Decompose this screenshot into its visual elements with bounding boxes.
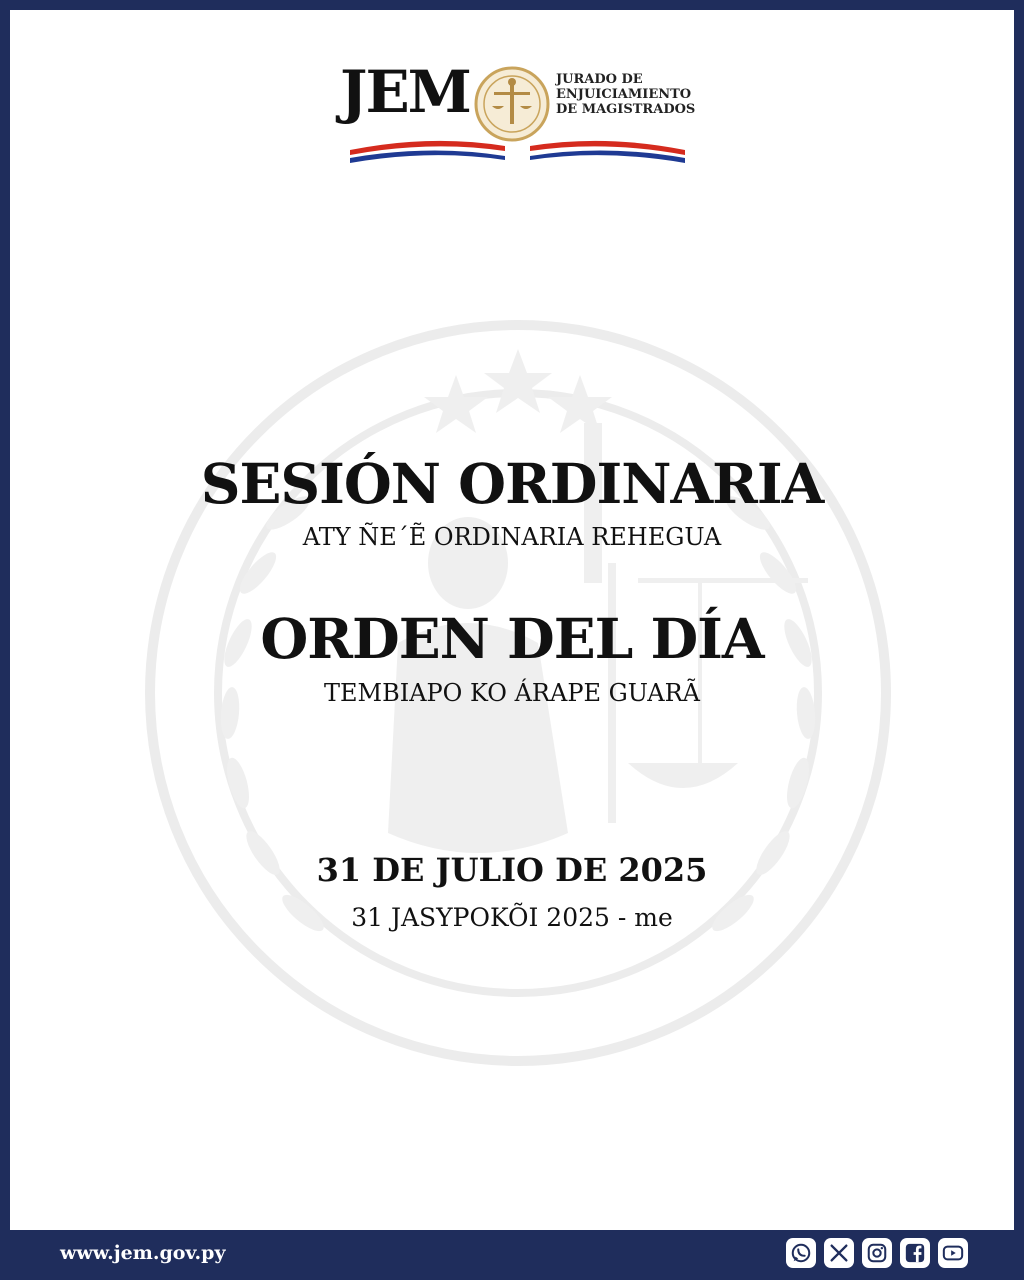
flag-ribbon (340, 132, 690, 172)
x-icon (828, 1242, 850, 1264)
website-link[interactable]: www.jem.gov.py (60, 1242, 226, 1264)
facebook-button[interactable] (900, 1238, 930, 1268)
page-frame (10, 10, 1014, 1230)
social-icons (786, 1238, 968, 1268)
agenda-title: ORDEN DEL DÍA (260, 606, 764, 671)
youtube-icon (942, 1242, 964, 1264)
logo-subtitle (556, 72, 706, 117)
logo-subtitle-line: JURADO DE (556, 72, 643, 87)
justice-seal-icon (474, 66, 550, 142)
instagram-button[interactable] (862, 1238, 892, 1268)
session-subtitle: ATY ÑE´Ẽ ORDINARIA REHEGUA (302, 523, 722, 551)
jem-logo (340, 58, 696, 172)
youtube-button[interactable] (938, 1238, 968, 1268)
agenda-subtitle: TEMBIAPO KO ÁRAPE GUARÃ (323, 679, 701, 707)
date-title: 31 DE JULIO DE 2025 (316, 851, 708, 889)
facebook-icon (904, 1242, 926, 1264)
whatsapp-button[interactable] (786, 1238, 816, 1268)
x-button[interactable] (824, 1238, 854, 1268)
logo-subtitle-line: DE MAGISTRADOS (556, 102, 696, 117)
session-title: SESIÓN ORDINARIA (200, 451, 824, 516)
logo-wordmark: JEM (340, 58, 470, 126)
date-subtitle: 31 JASYPOKÕI 2025 - me (351, 903, 673, 932)
logo-subtitle-line: ENJUICIAMIENTO (556, 87, 692, 102)
whatsapp-icon (790, 1242, 812, 1264)
instagram-icon (866, 1242, 888, 1264)
